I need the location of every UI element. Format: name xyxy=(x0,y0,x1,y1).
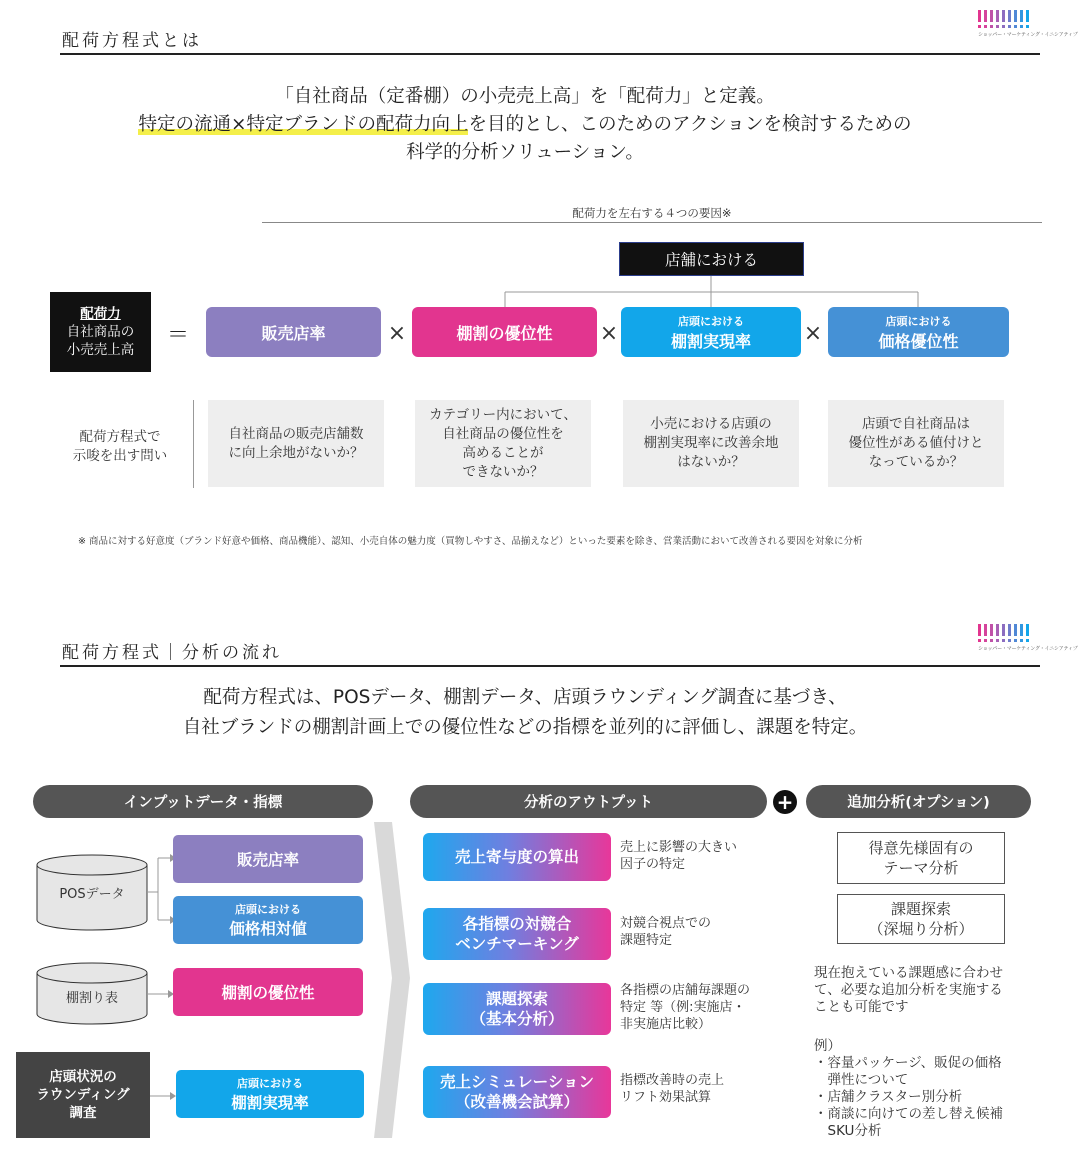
shelf-data-label: 棚割り表 xyxy=(65,990,118,1006)
example-1-line2: 弾性について xyxy=(814,1072,909,1088)
output-benchmarking xyxy=(423,908,611,960)
question-4 xyxy=(828,400,1004,487)
store-survey-line1: 店頭状況の xyxy=(49,1069,117,1085)
input-4-label: 棚割実現率 xyxy=(231,1094,309,1112)
input-shelf-realization xyxy=(176,1070,364,1118)
example-2-line1: ・店舗クラスター別分析 xyxy=(814,1089,963,1105)
question-2-line4: できないか？ xyxy=(462,463,544,480)
option-1-line1: 得意先様固有の xyxy=(868,839,974,857)
output-3-desc xyxy=(620,982,750,1033)
equals-sign: ＝ xyxy=(166,322,189,348)
output-4-desc-line1: 指標改善時の売上 xyxy=(620,1073,725,1088)
question-3-line1: 小売における店頭の xyxy=(650,416,772,432)
factor-shelf-advantage xyxy=(412,307,597,357)
question-divider xyxy=(193,400,194,488)
store-connectors xyxy=(0,0,1078,320)
question-1-line2: に向上余地がないか？ xyxy=(228,444,364,461)
output-3-desc-line3: 非実施店比較） xyxy=(620,1017,712,1032)
lhs-title: 配荷力 xyxy=(80,306,121,322)
output-1-desc xyxy=(620,839,737,873)
output-3-desc-line1: 各指標の店舗毎課題の xyxy=(620,983,751,998)
output-2-desc-line1: 対競合視点での xyxy=(620,916,712,931)
option-2-line1: 課題探索 xyxy=(890,900,951,918)
input-2-sub: 店頭における xyxy=(235,903,301,916)
times-2: × xyxy=(599,320,619,346)
lead-line-3: 科学的分析ソリューション。 xyxy=(406,142,644,163)
input-sales-store-rate xyxy=(173,835,363,883)
output-2-desc-line2: 課題特定 xyxy=(620,933,673,948)
question-label xyxy=(60,428,180,466)
example-3-line1: ・商談に向けての差し替え候補 xyxy=(814,1106,1003,1122)
footnote: ※ 商品に対する好意度（ブランド好意や価格、商品機能）、認知、小売自体の魅力度（買物しやすさ、品揃えなど）といった要素を除き、営業活動において改善される要因を対象に分析 xyxy=(78,536,863,547)
question-2-line2: 自社商品の優位性を xyxy=(442,425,564,442)
output-1-desc-line2: 因子の特定 xyxy=(620,857,686,872)
option-2-line2: （深堀り分析） xyxy=(868,920,974,938)
factor-1-label: 販売店率 xyxy=(261,323,326,343)
input-4-sub: 店頭における xyxy=(237,1077,303,1090)
question-2-line1: カテゴリー内において、 xyxy=(429,406,577,423)
question-3-line2: 棚割実現率に改善余地 xyxy=(643,435,779,451)
factor-3-label: 棚割実現率 xyxy=(670,331,751,351)
logo-2-dots xyxy=(978,639,1038,642)
flow-chevron xyxy=(370,818,415,1148)
store-label: 店舗における xyxy=(619,242,804,276)
output-1-desc-line1: 売上に影響の大きい xyxy=(620,840,738,855)
input-shelf-advantage xyxy=(173,968,363,1016)
lhs-line2: 小売売上高 xyxy=(66,342,135,358)
output-1-line1: 売上寄与度の算出 xyxy=(454,848,579,866)
section2-rule xyxy=(60,665,1040,667)
question-4-line1: 店頭で自社商品は xyxy=(862,416,970,432)
examples xyxy=(814,1038,1039,1140)
col-option-header: 追加分析(オプション) xyxy=(806,785,1031,818)
factor-4-label: 価格優位性 xyxy=(878,331,959,351)
output-sales-contribution xyxy=(423,833,611,881)
plus-icon xyxy=(773,790,797,814)
lead2-line-2: 自社ブランドの棚割計画上での優位性などの指標を並列的に評価し、課題を特定。 xyxy=(182,717,868,738)
example-1-line1: ・容量パッケージ、販促の価格 xyxy=(814,1055,1002,1071)
lead-line-2-rest: を目的とし、このためのアクションを検討するための xyxy=(468,114,912,135)
factor-price-advantage xyxy=(828,307,1009,357)
question-3 xyxy=(623,400,799,487)
question-3-line3: はないか？ xyxy=(677,454,745,470)
question-2 xyxy=(415,400,591,487)
output-sales-simulation xyxy=(423,1066,611,1118)
output-4-line2: （改善機会試算） xyxy=(454,1093,579,1111)
factor-sales-store-rate xyxy=(206,307,381,357)
output-3-desc-line2: 特定 等（例:実施店・ xyxy=(620,1000,746,1015)
lhs-box xyxy=(50,292,151,372)
output-issue-exploration xyxy=(423,983,611,1035)
factors-header: 配荷力を左右する４つの要因※ xyxy=(572,206,732,220)
example-3-line2: SKU分析 xyxy=(814,1123,882,1139)
section2-lead xyxy=(0,683,1050,743)
input-1-label: 販売店率 xyxy=(236,851,299,869)
option-deep-dive xyxy=(837,894,1005,944)
output-2-line2: ベンチマーキング xyxy=(455,935,579,953)
store-survey-line3: 調査 xyxy=(69,1105,97,1121)
source-arrows xyxy=(0,830,180,1130)
question-1 xyxy=(208,400,384,487)
input-price-relative xyxy=(173,896,363,944)
option-client-theme xyxy=(837,832,1005,884)
input-2-label: 価格相対値 xyxy=(229,920,307,938)
col-input-header: インプットデータ・指標 xyxy=(33,785,373,818)
factor-shelf-realization xyxy=(621,307,801,357)
question-4-line2: 優位性がある値付けと xyxy=(848,435,984,451)
option-note-line1: 現在抱えている課題感に合わせ xyxy=(814,965,1003,981)
output-2-line1: 各指標の対競合 xyxy=(462,915,572,933)
output-3-line1: 課題探索 xyxy=(485,990,548,1008)
option-1-line2: テーマ分析 xyxy=(883,859,959,877)
col-output-header: 分析のアウトプット xyxy=(410,785,767,818)
plus-glyph: + xyxy=(776,790,794,814)
output-2-desc xyxy=(620,915,711,949)
logo-text: ショッパー・マーケティング・イニシアティブ xyxy=(978,32,1078,38)
lead-highlight: 特定の流通×特定ブランドの配荷力向上 xyxy=(138,114,469,135)
section2-title: 配荷方程式｜分析の流れ xyxy=(62,643,282,663)
logo-2-bars xyxy=(978,624,1038,636)
output-4-desc-line2: リフト効果試算 xyxy=(620,1090,712,1105)
section1-title: 配荷方程式とは xyxy=(62,31,202,51)
question-4-line3: なっているか？ xyxy=(868,454,964,470)
store-survey-line2: ラウンディング xyxy=(36,1087,130,1103)
lhs-line1: 自社商品の xyxy=(66,324,135,340)
pos-data-label: POSデータ xyxy=(59,886,125,902)
question-label-line1: 配荷方程式で xyxy=(79,429,161,445)
examples-title: 例） xyxy=(814,1038,841,1054)
logo-2 xyxy=(978,624,1078,658)
input-3-label: 棚割の優位性 xyxy=(221,984,315,1002)
factor-3-sub: 店頭における xyxy=(678,314,744,328)
question-1-line1: 自社商品の販売店舗数 xyxy=(228,425,364,442)
lead-line-1: 「自社商品（定番棚）の小売売上高」を「配荷力」と定義。 xyxy=(275,86,775,107)
option-note xyxy=(814,965,1039,1016)
factor-2-label: 棚割の優位性 xyxy=(456,323,553,343)
question-label-line2: 示唆を出す問い xyxy=(72,448,168,464)
times-3: × xyxy=(803,320,823,346)
output-3-line2: （基本分析） xyxy=(470,1010,564,1028)
lead2-line-1: 配荷方程式は、POSデータ、棚割データ、店頭ラウンディング調査に基づき、 xyxy=(203,687,847,708)
output-4-line1: 売上シミュレーション xyxy=(439,1073,595,1091)
option-note-line3: ことも可能です xyxy=(814,999,909,1015)
factor-4-sub: 店頭における xyxy=(885,314,952,328)
output-4-desc xyxy=(620,1072,724,1106)
option-note-line2: て、必要な追加分析を実施する xyxy=(814,982,1003,998)
flow-chevron-shape xyxy=(374,822,410,1138)
question-2-line3: 高めることが xyxy=(462,444,544,461)
logo-2-text: ショッパー・マーケティング・イニシアティブ xyxy=(978,646,1078,652)
times-1: × xyxy=(387,320,407,346)
